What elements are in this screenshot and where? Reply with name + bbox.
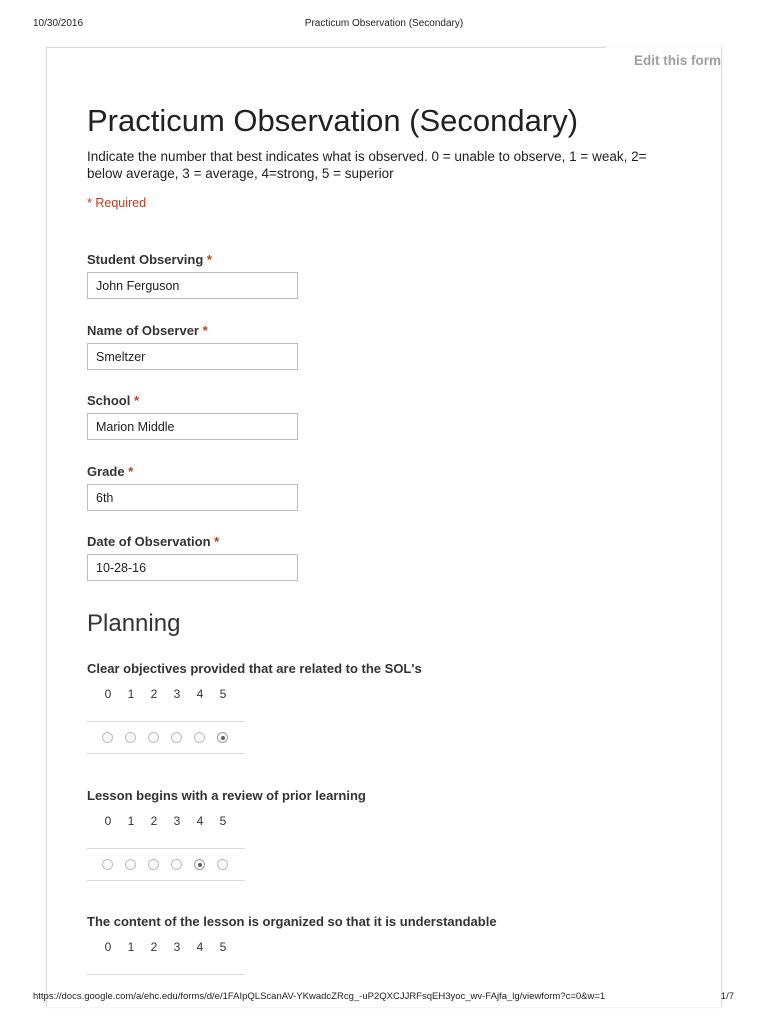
required-star: * <box>214 534 220 549</box>
radio-3[interactable] <box>171 859 182 870</box>
scale-label-2: 2 <box>150 940 158 954</box>
scale-label-2: 2 <box>150 814 158 828</box>
field-label: Grade * <box>87 464 134 479</box>
scale-label-5: 5 <box>219 687 227 701</box>
field-label: Date of Observation * <box>87 534 220 549</box>
required-note: * Required <box>87 196 147 210</box>
radio-5[interactable] <box>217 732 228 743</box>
scale-label-4: 4 <box>196 814 204 828</box>
scale-label-3: 3 <box>173 814 181 828</box>
radio-1[interactable] <box>125 732 136 743</box>
date-of-observation-input[interactable]: 10-28-16 <box>87 554 298 581</box>
scale-label-5: 5 <box>219 814 227 828</box>
scale-label-4: 4 <box>196 687 204 701</box>
scale-labels <box>87 940 245 956</box>
radio-4[interactable] <box>194 859 205 870</box>
scale-label-3: 3 <box>173 687 181 701</box>
radio-4[interactable] <box>194 732 205 743</box>
section-title-planning: Planning <box>87 610 181 637</box>
required-star: * <box>206 252 212 267</box>
required-star: * <box>128 464 134 479</box>
print-title: Practicum Observation (Secondary) <box>304 18 464 29</box>
scale-divider <box>87 974 245 975</box>
scale-divider <box>87 848 245 849</box>
print-url: https://docs.google.com/a/ehc.edu/forms/d/e/1FAIpQLScanAV-YKwadcZRcg_-uP2QXCJJRFsqEH3yoc_wv-FAjfa_lg/viewform?c=0&w=1 <box>33 991 606 1002</box>
grade-input[interactable]: 6th <box>87 484 298 511</box>
scale-labels <box>87 687 245 703</box>
form-card-top-border <box>46 47 606 48</box>
scale-label-0: 0 <box>104 814 112 828</box>
field-label: Student Observing * <box>87 252 212 267</box>
scale-labels <box>87 814 245 830</box>
scale-label-1: 1 <box>127 940 135 954</box>
rating-scale <box>87 936 245 1020</box>
scale-label-0: 0 <box>104 687 112 701</box>
field-label: Name of Observer * <box>87 323 208 338</box>
scale-divider <box>87 880 245 881</box>
radio-0[interactable] <box>102 732 113 743</box>
form-description: Indicate the number that best indicates what is observed. 0 = unable to observe, 1 = weak, 2= below average, 3 = average, 4=strong, 5 = superior <box>87 149 647 181</box>
student-observing-input[interactable]: John Ferguson <box>87 272 298 299</box>
print-date: 10/30/2016 <box>33 18 84 29</box>
required-star: * <box>133 393 140 408</box>
scale-radios <box>87 859 245 873</box>
scale-radios <box>87 732 245 746</box>
scale-divider <box>87 721 245 722</box>
field-student-observing <box>87 252 212 293</box>
field-grade <box>87 464 134 505</box>
question-text: Clear objectives provided that are related to the SOL's <box>87 661 422 676</box>
field-name-of-observer <box>87 323 208 364</box>
radio-2[interactable] <box>148 732 159 743</box>
question-content-organized <box>87 914 497 954</box>
scale-label-4: 4 <box>196 940 204 954</box>
scale-divider <box>87 753 245 754</box>
name-of-observer-input[interactable]: Smeltzer <box>87 343 298 370</box>
edit-form-link[interactable]: Edit this form <box>634 53 721 68</box>
rating-scale <box>87 810 245 894</box>
scale-label-5: 5 <box>219 940 227 954</box>
field-label: School * <box>87 393 140 408</box>
school-input[interactable]: Marion Middle <box>87 413 298 440</box>
required-star: * <box>202 323 208 338</box>
field-date-of-observation <box>87 534 220 575</box>
rating-scale <box>87 683 245 767</box>
radio-1[interactable] <box>125 859 136 870</box>
print-page-number: 1/7 <box>720 991 734 1002</box>
scale-label-1: 1 <box>127 687 135 701</box>
print-footer <box>0 991 768 1005</box>
question-text: The content of the lesson is organized so that it is understandable <box>87 914 497 929</box>
scale-label-0: 0 <box>104 940 112 954</box>
scale-label-3: 3 <box>173 940 181 954</box>
radio-3[interactable] <box>171 732 182 743</box>
print-header <box>0 18 768 32</box>
radio-5[interactable] <box>217 859 228 870</box>
question-text: Lesson begins with a review of prior learning <box>87 788 366 803</box>
scale-label-2: 2 <box>150 687 158 701</box>
scale-label-1: 1 <box>127 814 135 828</box>
radio-0[interactable] <box>102 859 113 870</box>
radio-2[interactable] <box>148 859 159 870</box>
question-clear-objectives <box>87 661 422 701</box>
form-title: Practicum Observation (Secondary) <box>87 103 579 138</box>
question-review-prior-learning <box>87 788 366 828</box>
field-school <box>87 393 175 434</box>
